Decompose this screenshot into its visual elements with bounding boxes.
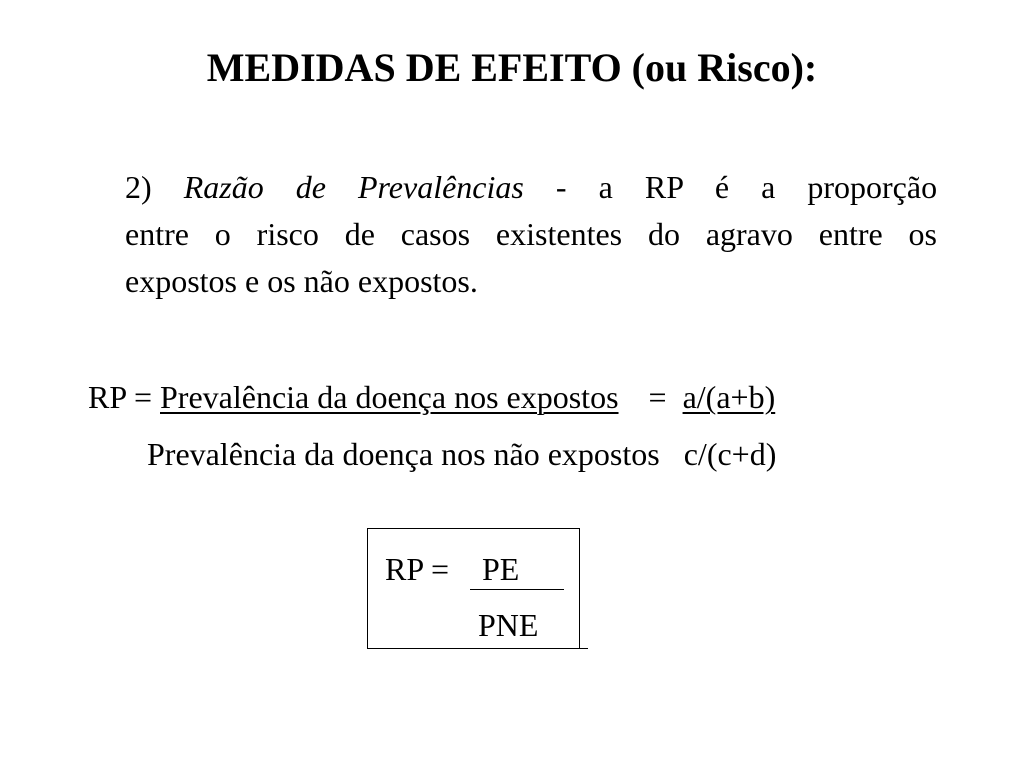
box-denominator: PNE	[478, 607, 539, 643]
word-rp: RP	[644, 169, 683, 205]
box-numerator: PE	[482, 551, 520, 587]
box-fraction-bar	[470, 589, 564, 590]
formula-numerator-row	[88, 377, 775, 417]
box-corner-stroke	[578, 648, 588, 649]
formula-denominator-row	[147, 434, 776, 474]
formula-numerator: Prevalência da doença nos expostos	[160, 379, 619, 415]
formula-denominator-ratio: c/(c+d)	[683, 436, 777, 472]
definition-line-2: entre o risco de casos existentes do agravo entre os	[125, 216, 937, 252]
formula-lhs: RP =	[88, 379, 152, 415]
word-a-2: a	[761, 169, 776, 205]
slide-title: MEDIDAS DE EFEITO (ou Risco):	[206, 45, 818, 90]
separator-dash: -	[555, 169, 567, 205]
summary-formula-box	[367, 528, 580, 649]
formula-denominator: Prevalência da doença nos não expostos	[147, 436, 660, 472]
word-a: a	[598, 169, 613, 205]
box-lhs: RP =	[385, 551, 449, 587]
item-number: 2)	[125, 169, 152, 205]
word-e: é	[714, 169, 730, 205]
formula-equals: =	[648, 379, 667, 415]
definition-paragraph	[125, 164, 937, 305]
definition-line-1	[125, 164, 937, 211]
word-proporcao: proporção	[807, 169, 938, 205]
definition-line-3: expostos e os não expostos.	[125, 263, 478, 299]
formula-numerator-ratio: a/(a+b)	[682, 379, 776, 415]
defined-term: Razão de Prevalências	[183, 169, 524, 205]
